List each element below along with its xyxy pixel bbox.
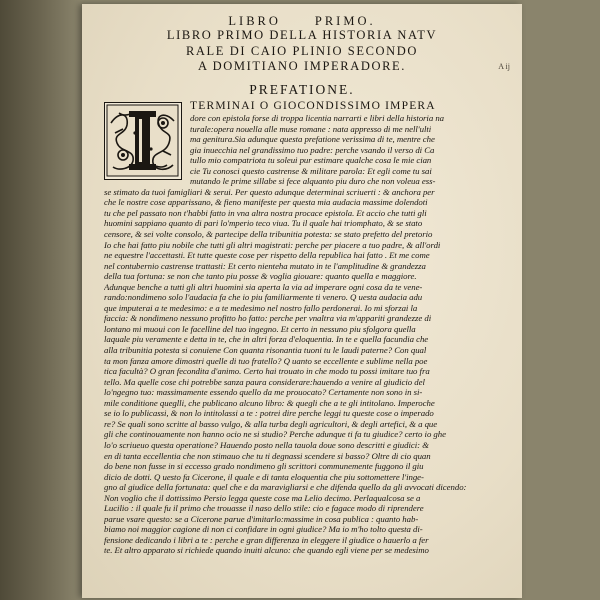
text-line: tu che pel passato non t'habbi fatto in vna altra nostra procace epistola. Et accio che tutti gli bbox=[104, 207, 427, 218]
section-heading: PREFATIONE. bbox=[249, 82, 355, 97]
text-line: fensione dedicando i libri a te : perche e gran differenza in eleggere il giudice o hauerlo a fer bbox=[104, 534, 429, 545]
text-line: lontano mi muoui con le facelline del tuo ingegno. Et certo in nessuno piu sfolgora quella bbox=[104, 323, 416, 334]
text-line: laquale piu veramente e detta in te, che in altri forza d'eloquentia. In te e quella facundia che bbox=[104, 334, 429, 345]
text-line: lo'ngegno tuo: massimamente essendo quello da me prouocato? Certamente non sono in si- bbox=[104, 387, 423, 398]
text-line: nel contubernio castrense trattasti: Et certo nienteha mutato in te l'amplitudine & grandezza bbox=[104, 260, 426, 271]
title-line: RALE DI CAIO PLINIO SECONDO bbox=[185, 43, 419, 58]
text-line: alla tribunitia potesta si conuiene Con quanta risonantia tuoni tu le laudi paterne? Con qual bbox=[104, 345, 427, 356]
text-line: huomini sappiano quanto di pari lo'mperio teco viua. Tu il quale hai triomphato, & se stato bbox=[104, 218, 423, 229]
text-line: lo'o scriueuo questa operatione? Hauendo posto nella tauola doue sono descritti e giudici: & bbox=[104, 439, 429, 450]
preface-text bbox=[104, 100, 500, 556]
book-page bbox=[82, 4, 522, 598]
text-line: se stimato da tuoi famigliari & serui. Per questo adunque determinai scriuerti : & anchora per bbox=[104, 186, 435, 197]
text-line: gno al giudice della fortunata: quel che e da maravigliarsi e che difenda quello da gli avvocati dicendo: bbox=[104, 482, 467, 493]
text-line: parue vsare questo: se a Cicerone parue d'imitarlo:massime in cosa publica : quanto hab- bbox=[104, 513, 419, 524]
text-line: dore con epistola forse di troppa licentia narrarti e libri della historia na bbox=[190, 113, 445, 123]
running-head-right: PRIMO. bbox=[314, 14, 376, 28]
text-line: ma genitura.Sia adunque questa prefatione verissima di te, mentre che bbox=[190, 134, 435, 145]
text-line: dicio de dotti. Q uesto fa Cicerone, il quale e di tanta eloquentia che piu sottomettere l'inge- bbox=[104, 471, 424, 482]
text-line: te. Et altro apparato si richiede quando inuiti alcuno: che quando egli viene per se medesimo bbox=[104, 545, 429, 556]
text-line: cie Tu conosci questo castrense & militare parola: Et egli come tu sai bbox=[190, 165, 432, 176]
text-line: tullo mio compatriota tu soleui pur estimare qualche cosa le mie cian bbox=[190, 155, 432, 166]
text-line: mile conditione queglli, che publicano alcuno libro: & quegli che a te gli intitolano. Imperoche bbox=[104, 397, 435, 408]
title-line: A DOMITIANO IMPERADORE. bbox=[198, 59, 406, 73]
text-line: ta mon fanza amore dimostri quelle di tuo fratello? Q uanto se eccellente e sublime nella poe bbox=[104, 355, 428, 366]
text-line: Adunque benche a tutti gli altri huomini sia aperta la via ad imperare ogni cosa da te vene- bbox=[104, 281, 423, 292]
text-line: Io che hai fatto piu nobile che tutti gli altri magistrati: perche per piacere a tuo padre, & all'ordi bbox=[104, 239, 441, 250]
text-line: che le nostre cose apparissano, & fieno manifeste per questa mia audacia massime dolendoti bbox=[104, 197, 428, 208]
text-line: ne equestre l'accettasti. Et tutte queste cose per rispetto della republica hai fatto . Et me come bbox=[104, 250, 430, 261]
folio-mark: A ij bbox=[498, 62, 510, 71]
text-line: tello. Ma quelle cose chi potrebbe sanza paura considerare:hauendo a venire al giudicio del bbox=[104, 376, 425, 387]
text-line: Non voglio che il dottissimo Persio legga queste cose ma Lelio decimo. Perlaqualcosa se a bbox=[104, 492, 421, 503]
title-line: LIBRO PRIMO DELLA HISTORIA NATV bbox=[166, 28, 438, 42]
text-line: Lucilio : il quale fu il primo che trouasse il naso dello stile: cio e fagace modo di riprendere bbox=[104, 503, 424, 514]
text-line: rando:nondimeno solo l'audacia fa che io piu familiarmente ti venero. Q uesta audacia adu bbox=[104, 292, 423, 303]
text-line: mutando le prime sillabe si fece alquanto piu duro che non voleua ess- bbox=[190, 176, 436, 187]
text-line: faccia: & nondimeno nessuno profitto ho fatto: perche per vnaltra via m'appariti grandezze di bbox=[104, 313, 432, 324]
text-line: se io lo publicassi, & non lo intitolassi a te : potrei dire perche leggi tu queste cose o imperado bbox=[104, 408, 434, 419]
text-line: biamo noi maggior cagione di non ci confidare in ogni giudice? Ma io m'ho tolto questa di- bbox=[104, 524, 423, 535]
text-line: censore, & sei volte consolo, & partecipe della tribunitia potesta: se stato prefetto del pretorio bbox=[104, 229, 433, 240]
text-line: re? Se quali sono scritte al basso vulgo, & alla turba degli agricultori, & degli artefici, & a que bbox=[104, 418, 438, 429]
text-line: gli che continouamente non hanno ocio ne si studio? Perche adunque ti fa tu giudice? certo io ghe bbox=[104, 429, 446, 440]
text-line: TERMINAI O GIOCONDISSIMO IMPERA bbox=[190, 100, 436, 112]
text-line: tica facultà? O gran fecondita d'animo. Certo hai trouato in che modo tu possi imitare tuo fra bbox=[104, 366, 430, 377]
running-head bbox=[82, 14, 522, 28]
text-line: do bene non fusse in si eccesso grado nondimeno gli scrittori communemente fuggono il giu bbox=[104, 461, 424, 472]
text-line: turale:opera nouella alle muse romane : nata appresso di me nell'ulti bbox=[190, 123, 432, 134]
book-title bbox=[102, 28, 502, 75]
text-line: della tua fortuna: se non che tanto piu posse & voglia giouare: quanto quella e maggiore. bbox=[104, 271, 417, 282]
text-line: gia inuecchia nel grandissimo tuo padre: perche vsando il verso di Ca bbox=[190, 144, 435, 155]
text-line: en di tanta eccellentia che non stimauo che tu ti degnassi scendere si basso? Oltre di cio quan bbox=[104, 450, 431, 461]
running-head-left: LIBRO bbox=[228, 14, 281, 28]
text-line: que imputerai a te medesimo: e a te medesimo nel nostro fallo perdonerai. Io mi sforzai la bbox=[104, 302, 418, 313]
